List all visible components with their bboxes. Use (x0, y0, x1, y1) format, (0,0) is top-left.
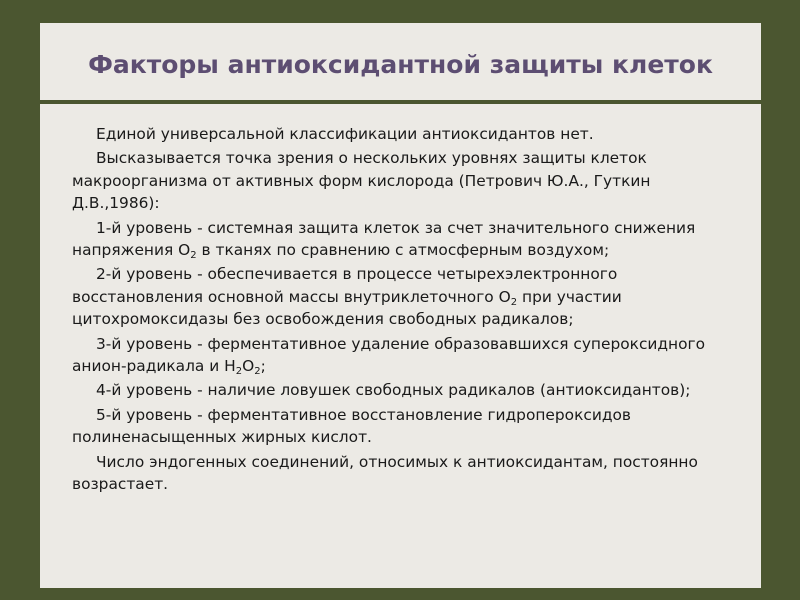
paragraph-conclusion: Число эндогенных соединений, относимых к антиоксидантам, постоянно возрастает. (72, 452, 698, 494)
level-3-subscript-2: 2 (254, 366, 261, 378)
slide-title: Факторы антиоксидантной защиты клеток (88, 50, 713, 79)
title-band (40, 23, 761, 100)
paragraph-level-2 (72, 263, 732, 331)
paragraph-level-1 (72, 217, 732, 262)
level-2-text-a: 2-й уровень - обеспечивается в процессе четырехэлектронного восстановления основной массы внутриклеточного О (72, 265, 618, 306)
paragraph-level-5: 5-й уровень - ферментативное восстановление гидропероксидов полиненасыщенных жирных кислот. (72, 405, 631, 447)
paragraph-level-4: 4-й уровень - наличие ловушек свободных радикалов (антиоксидантов); (96, 381, 691, 400)
level-2-text-b: при участии цитохромоксидазы без освобождения свободных радикалов; (72, 287, 622, 329)
paragraph-classification: Единой универсальной классификации антиоксидантов нет. (96, 125, 594, 143)
slide-body (72, 123, 732, 497)
level-3-text-mid: О (242, 357, 255, 376)
level-3-text-a: 3-й уровень - ферментативное удаление образовавшихся супероксидного анион-радикала и Н (72, 334, 706, 376)
slide (40, 23, 761, 588)
level-1-subscript: 2 (190, 250, 197, 262)
level-1-text-a: 1-й уровень - системная защита клеток за счет значительного снижения напряжения О (72, 218, 696, 260)
level-3-subscript-1: 2 (235, 366, 243, 378)
paragraph-level-3 (72, 333, 732, 378)
level-3-text-b: ; (260, 357, 266, 376)
title-divider (40, 100, 761, 104)
paragraph-viewpoint: Высказывается точка зрения о нескольких уровнях защиты клеток макроорганизма от активных форм кислорода (Петрович Ю.А., Гуткин Д.В.,1986): (72, 149, 651, 213)
level-2-subscript: 2 (510, 296, 518, 308)
level-1-text-b: в тканях по сравнению с атмосферным воздухом; (196, 241, 610, 260)
